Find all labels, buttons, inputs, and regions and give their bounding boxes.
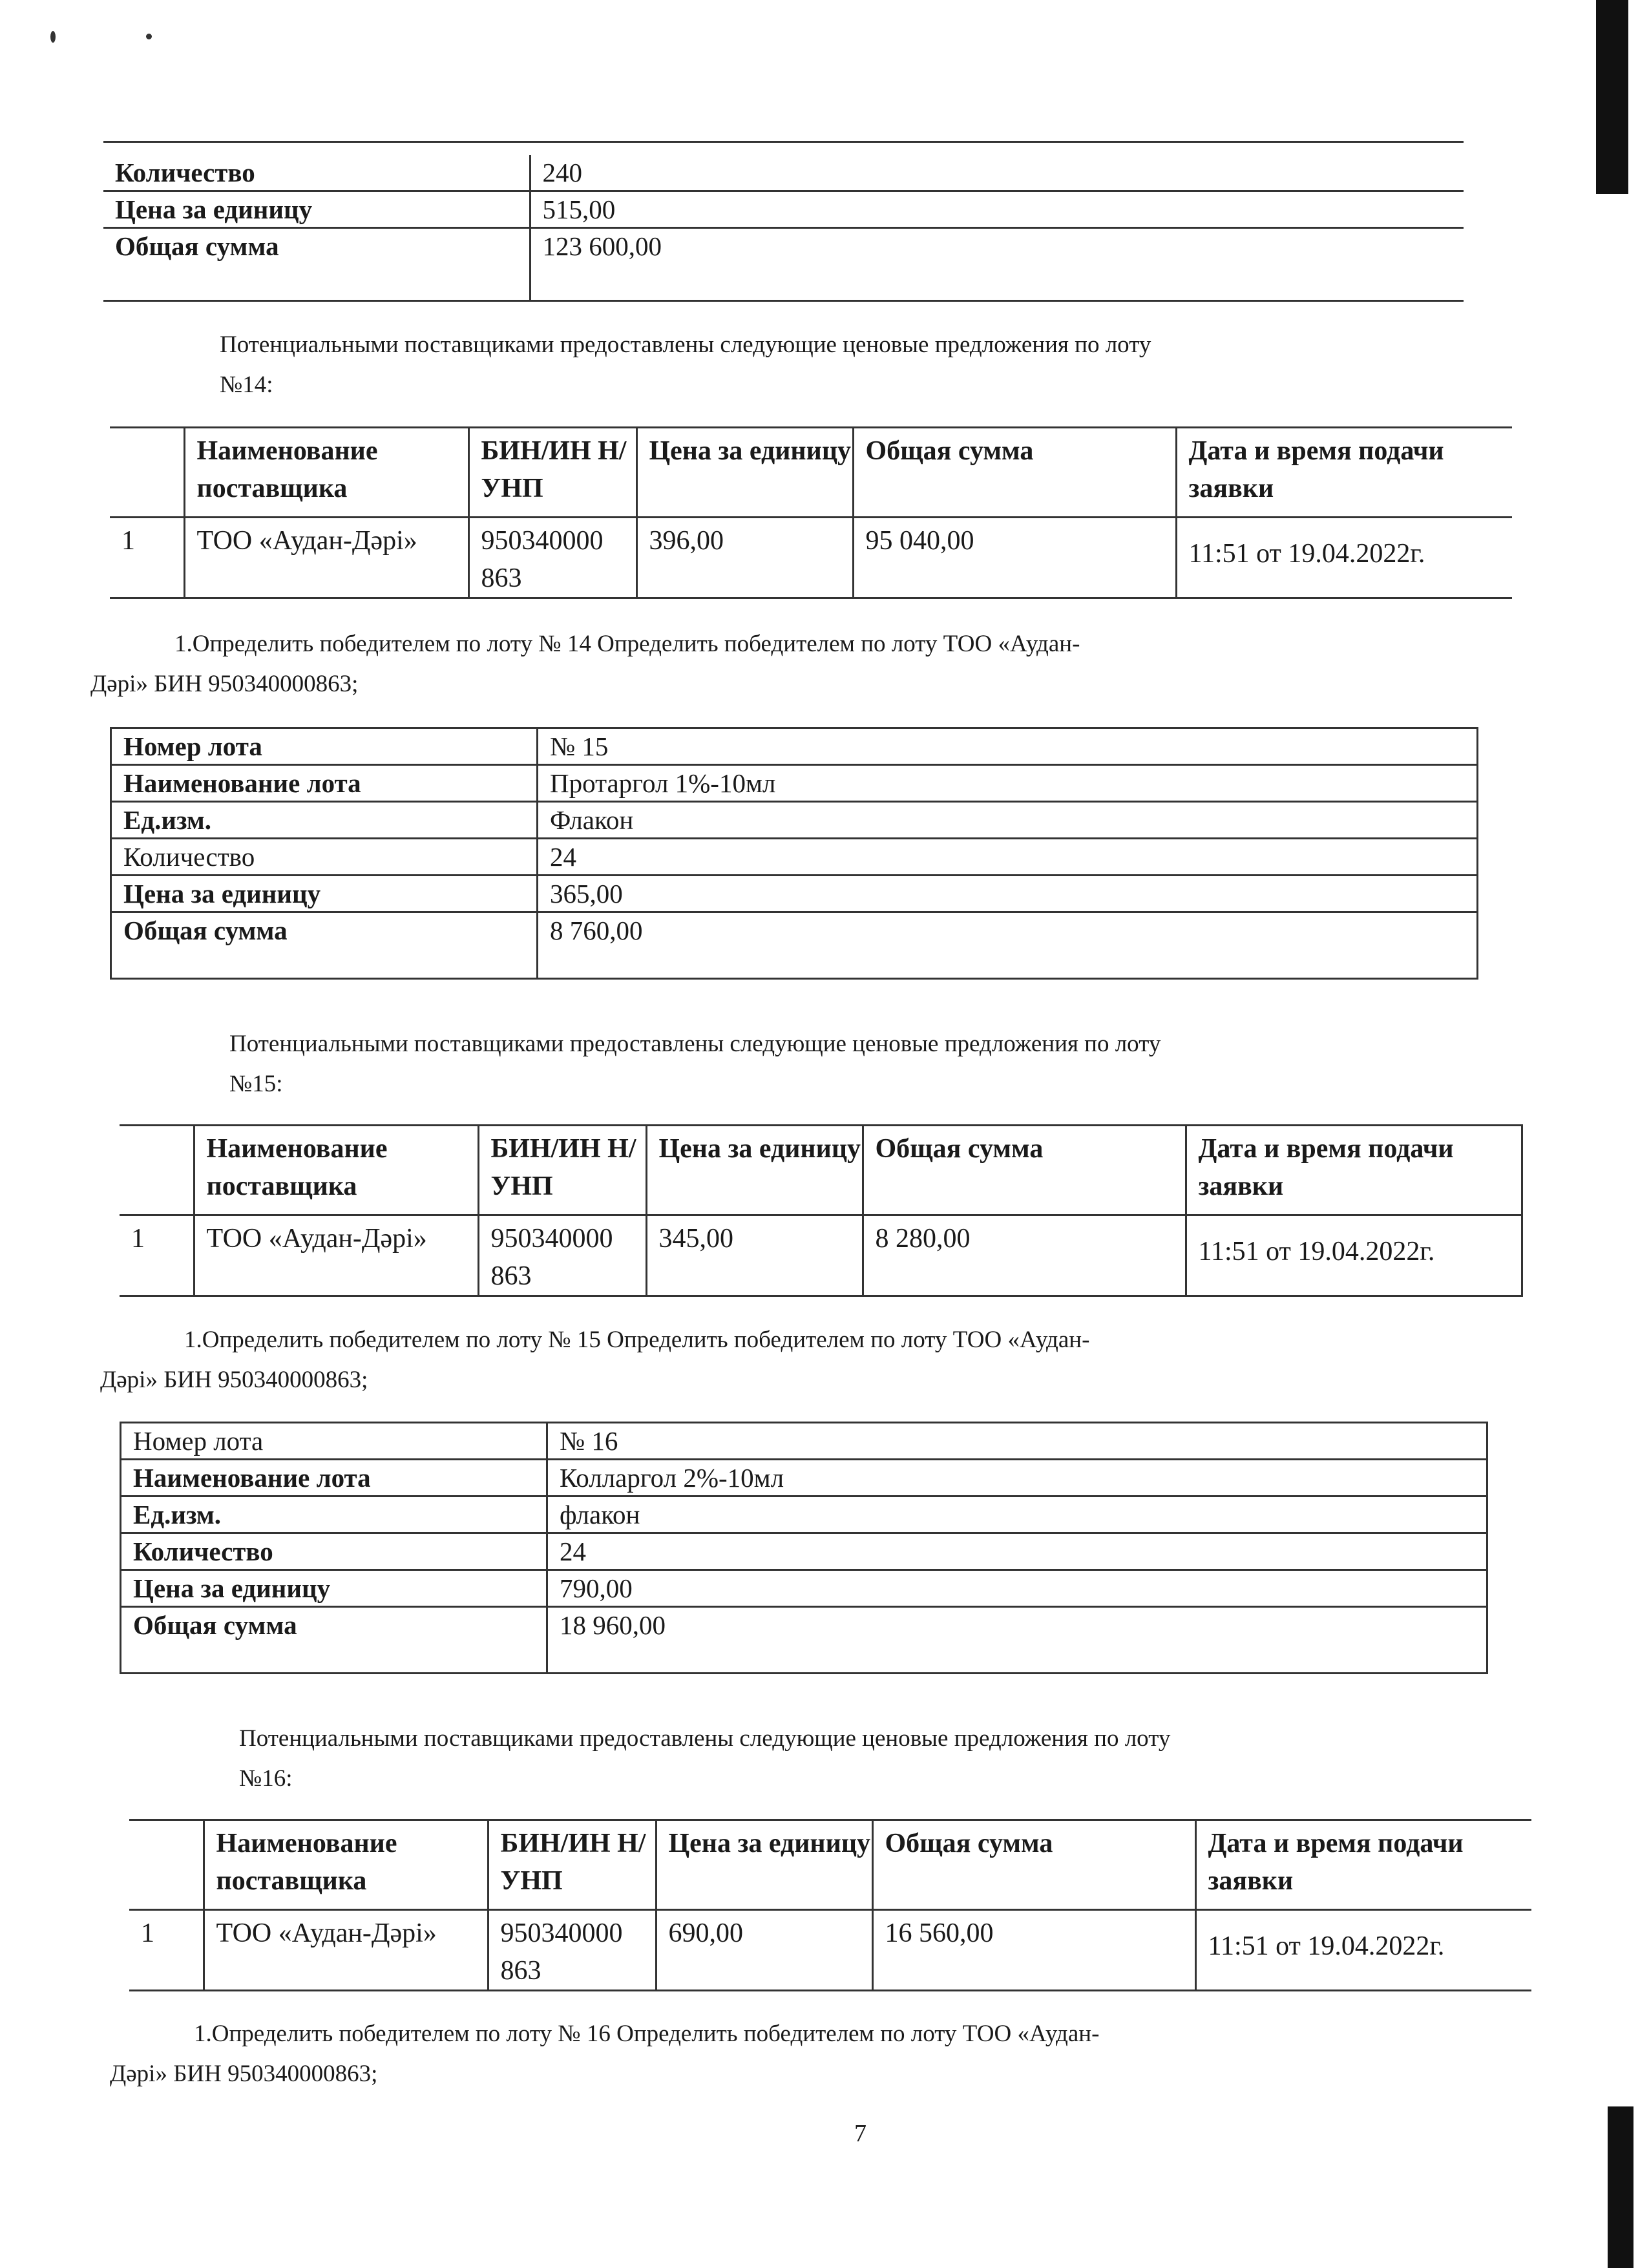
lot-field-value: 240 [530, 155, 1464, 191]
table-row [111, 912, 1478, 979]
col-header-datetime: Дата и время подачи заявки [1195, 1820, 1531, 1910]
lot-field-label: Общая сумма [103, 228, 530, 301]
decision-line: 1.Определить победителем по лоту № 16 Определить победителем по лоту ТОО «Аудан- [194, 2021, 1100, 2047]
table-row [121, 1533, 1487, 1570]
lot-field-value: 8 760,00 [538, 912, 1478, 979]
intro-paragraph [220, 365, 273, 405]
table-row [111, 765, 1478, 802]
lot-field-value: 24 [538, 839, 1478, 876]
col-header-supplier: Наименование поставщика [194, 1126, 478, 1215]
scan-edge-bottom [1608, 2106, 1633, 2268]
submission-datetime: 11:51 от 19.04.2022г. [1195, 1910, 1531, 1991]
col-header-supplier: Наименование поставщика [184, 428, 468, 518]
col-header-bin: БИН/ИН Н/УНП [488, 1820, 656, 1910]
lot-field-label: Номер лота [111, 728, 538, 765]
lot-field-label: Общая сумма [111, 912, 538, 979]
intro-line: №15: [229, 1071, 283, 1097]
col-header-total: Общая сумма [853, 428, 1176, 518]
decision-line: Дәрі» БИН 950340000863; [100, 1367, 368, 1393]
table-row [120, 1215, 1522, 1296]
total-sum: 95 040,00 [853, 518, 1176, 598]
col-header-total: Общая сумма [872, 1820, 1195, 1910]
supplier-name: ТОО «Аудан-Дәрі» [204, 1910, 488, 1991]
decision-paragraph [90, 664, 358, 704]
table-row [111, 839, 1478, 876]
lot-field-value: 515,00 [530, 191, 1464, 228]
decision-line: 1.Определить победителем по лоту № 14 Определить победителем по лоту ТОО «Аудан- [174, 631, 1080, 657]
unit-price: 396,00 [636, 518, 853, 598]
table-row [111, 876, 1478, 912]
row-index: 1 [129, 1910, 204, 1991]
table-row [111, 728, 1478, 765]
total-sum: 16 560,00 [872, 1910, 1195, 1991]
intro-paragraph [229, 1064, 283, 1104]
table-row [103, 228, 1464, 301]
col-header-index [110, 428, 184, 518]
lot-field-label: Количество [121, 1533, 547, 1570]
scan-speck [50, 31, 56, 43]
table-row [111, 802, 1478, 839]
lot-field-value: 365,00 [538, 876, 1478, 912]
intro-line: Потенциальными поставщиками предоставлены следующие ценовые предложения по лоту [229, 1031, 1161, 1057]
lot-table [110, 727, 1478, 980]
decision-paragraph [194, 2014, 1493, 2054]
col-header-unit-price: Цена за единицу [656, 1820, 872, 1910]
col-header-total: Общая сумма [863, 1126, 1186, 1215]
intro-line: №16: [239, 1765, 293, 1792]
lot-field-value: № 15 [538, 728, 1478, 765]
offer-table [110, 426, 1512, 599]
lot-field-value: 24 [547, 1533, 1487, 1570]
lot-field-value: Протаргол 1%-10мл [538, 765, 1478, 802]
table-row [103, 155, 1464, 191]
lot-field-value: Флакон [538, 802, 1478, 839]
lot-field-label: Ед.изм. [121, 1496, 547, 1533]
table-row [129, 1910, 1531, 1991]
lot-field-value: 790,00 [547, 1570, 1487, 1607]
lot-field-value: Колларгол 2%-10мл [547, 1460, 1487, 1496]
top-table-line [103, 141, 1464, 143]
scan-speck [146, 34, 152, 39]
intro-line: Потенциальными поставщиками предоставлены следующие ценовые предложения по лоту [220, 331, 1151, 358]
offer-table [129, 1819, 1531, 1991]
lot-table [120, 1422, 1488, 1674]
unit-price: 345,00 [646, 1215, 863, 1296]
supplier-name: ТОО «Аудан-Дәрі» [194, 1215, 478, 1296]
submission-datetime: 11:51 от 19.04.2022г. [1176, 518, 1512, 598]
lot-field-label: Общая сумма [121, 1607, 547, 1674]
decision-paragraph [184, 1320, 1483, 1360]
table-row [103, 191, 1464, 228]
total-sum: 8 280,00 [863, 1215, 1186, 1296]
lot-field-value: 123 600,00 [530, 228, 1464, 301]
supplier-name: ТОО «Аудан-Дәрі» [184, 518, 468, 598]
submission-datetime: 11:51 от 19.04.2022г. [1186, 1215, 1522, 1296]
lot-field-value: 18 960,00 [547, 1607, 1487, 1674]
intro-paragraph [229, 1024, 1476, 1064]
lot-field-value: флакон [547, 1496, 1487, 1533]
row-index: 1 [120, 1215, 194, 1296]
lot-field-label: Наименование лота [121, 1460, 547, 1496]
col-header-bin: БИН/ИН Н/УНП [468, 428, 636, 518]
decision-paragraph [100, 1360, 368, 1400]
decision-paragraph [174, 624, 1473, 664]
lot-field-label: Номер лота [121, 1423, 547, 1460]
table-header-row [110, 428, 1512, 518]
intro-paragraph [220, 325, 1467, 365]
offer-table [120, 1124, 1523, 1297]
table-row [121, 1607, 1487, 1674]
table-row [110, 518, 1512, 598]
supplier-bin: 950340000 863 [488, 1910, 656, 1991]
table-row [121, 1496, 1487, 1533]
table-row [121, 1460, 1487, 1496]
table-header-row [129, 1820, 1531, 1910]
col-header-index [120, 1126, 194, 1215]
intro-line: Потенциальными поставщиками предоставлены следующие ценовые предложения по лоту [239, 1725, 1171, 1752]
intro-line: №14: [220, 372, 273, 398]
lot-field-value: № 16 [547, 1423, 1487, 1460]
scan-edge-top [1596, 0, 1628, 194]
table-row [121, 1570, 1487, 1607]
intro-paragraph [239, 1719, 1486, 1759]
supplier-bin: 950340000 863 [468, 518, 636, 598]
row-index: 1 [110, 518, 184, 598]
decision-line: Дәрі» БИН 950340000863; [110, 2061, 378, 2087]
lot-field-label: Цена за единицу [103, 191, 530, 228]
col-header-datetime: Дата и время подачи заявки [1176, 428, 1512, 518]
col-header-supplier: Наименование поставщика [204, 1820, 488, 1910]
intro-paragraph [239, 1759, 293, 1799]
unit-price: 690,00 [656, 1910, 872, 1991]
lot-field-label: Количество [103, 155, 530, 191]
col-header-datetime: Дата и время подачи заявки [1186, 1126, 1522, 1215]
lot-field-label: Ед.изм. [111, 802, 538, 839]
decision-line: Дәрі» БИН 950340000863; [90, 671, 359, 697]
lot-field-label: Цена за единицу [111, 876, 538, 912]
decision-line: 1.Определить победителем по лоту № 15 Определить победителем по лоту ТОО «Аудан- [184, 1327, 1090, 1353]
col-header-bin: БИН/ИН Н/УНП [478, 1126, 646, 1215]
col-header-index [129, 1820, 204, 1910]
top-lot-table [103, 155, 1464, 302]
supplier-bin: 950340000 863 [478, 1215, 646, 1296]
lot-field-label: Цена за единицу [121, 1570, 547, 1607]
lot-field-label: Количество [111, 839, 538, 876]
table-row [121, 1423, 1487, 1460]
col-header-unit-price: Цена за единицу [636, 428, 853, 518]
decision-paragraph [110, 2054, 377, 2094]
col-header-unit-price: Цена за единицу [646, 1126, 863, 1215]
table-header-row [120, 1126, 1522, 1215]
page-number: 7 [854, 2120, 867, 2147]
lot-field-label: Наименование лота [111, 765, 538, 802]
